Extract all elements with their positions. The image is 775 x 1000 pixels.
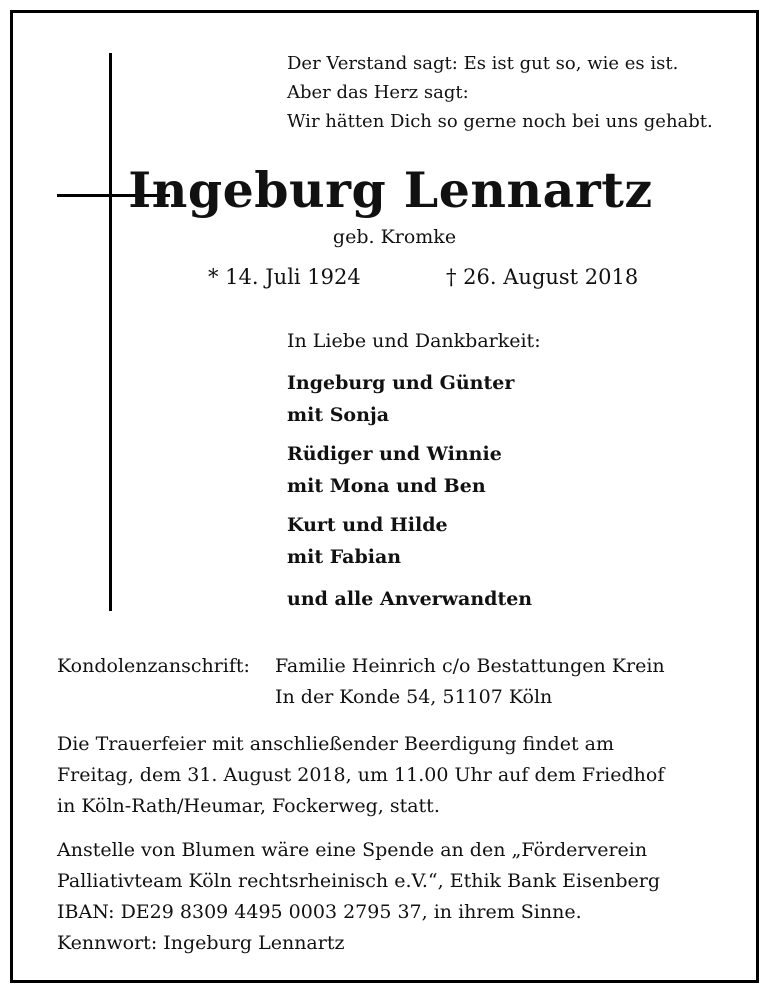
mourner-group [287, 583, 532, 615]
mourner-line: Ingeburg und Günter [287, 372, 515, 394]
mourner-line: Kurt und Hilde [287, 514, 448, 536]
maiden-name: geb. Kromke [332, 226, 457, 248]
poem [287, 49, 713, 136]
mourner-group [287, 509, 448, 573]
service-info [57, 729, 747, 822]
condolence-label: Kondolenzanschrift: [57, 655, 250, 677]
donation-line: Kennwort: Ingeburg Lennartz [57, 932, 345, 954]
mourner-group [287, 367, 514, 431]
donation-line: Anstelle von Blumen wäre eine Spende an den „Förderverein [57, 839, 648, 861]
donation-line: IBAN: DE29 8309 4495 0003 2795 37, in ihrem Sinne. [57, 901, 582, 923]
mourners-intro: In Liebe und Dankbarkeit: [287, 330, 541, 352]
mourner-line: mit Fabian [287, 546, 402, 568]
cross-vertical-bar [109, 53, 112, 611]
mourner-line: mit Mona und Ben [287, 475, 486, 497]
poem-line: Der Verstand sagt: Es ist gut so, wie es ist. [287, 53, 679, 74]
poem-line: Wir hätten Dich so gerne noch bei uns gehabt. [287, 111, 713, 132]
mourner-line: Rüdiger und Winnie [287, 443, 502, 465]
mourner-group [287, 438, 502, 502]
donation-line: Palliativteam Köln rechtsrheinisch e.V.“, Ethik Bank Eisenberg [57, 870, 661, 892]
address-line: Familie Heinrich c/o Bestattungen Krein [275, 655, 665, 677]
death-date: † 26. August 2018 [446, 265, 639, 289]
poem-line: Aber das Herz sagt: [287, 82, 469, 103]
deceased-name: Ingeburg Lennartz [128, 161, 653, 219]
service-line: in Köln-Rath/Heumar, Fockerweg, statt. [57, 795, 440, 817]
donation-info [57, 835, 747, 959]
obituary-frame [10, 10, 759, 983]
address-line: In der Konde 54, 51107 Köln [275, 686, 553, 708]
mourner-line: mit Sonja [287, 404, 390, 426]
service-line: Freitag, dem 31. August 2018, um 11.00 Uhr auf dem Friedhof [57, 764, 665, 786]
condolence-address [275, 651, 665, 713]
birth-date: * 14. Juli 1924 [208, 265, 361, 289]
service-line: Die Trauerfeier mit anschließender Beerdigung findet am [57, 733, 614, 755]
mourner-line: und alle Anverwandten [287, 588, 533, 610]
